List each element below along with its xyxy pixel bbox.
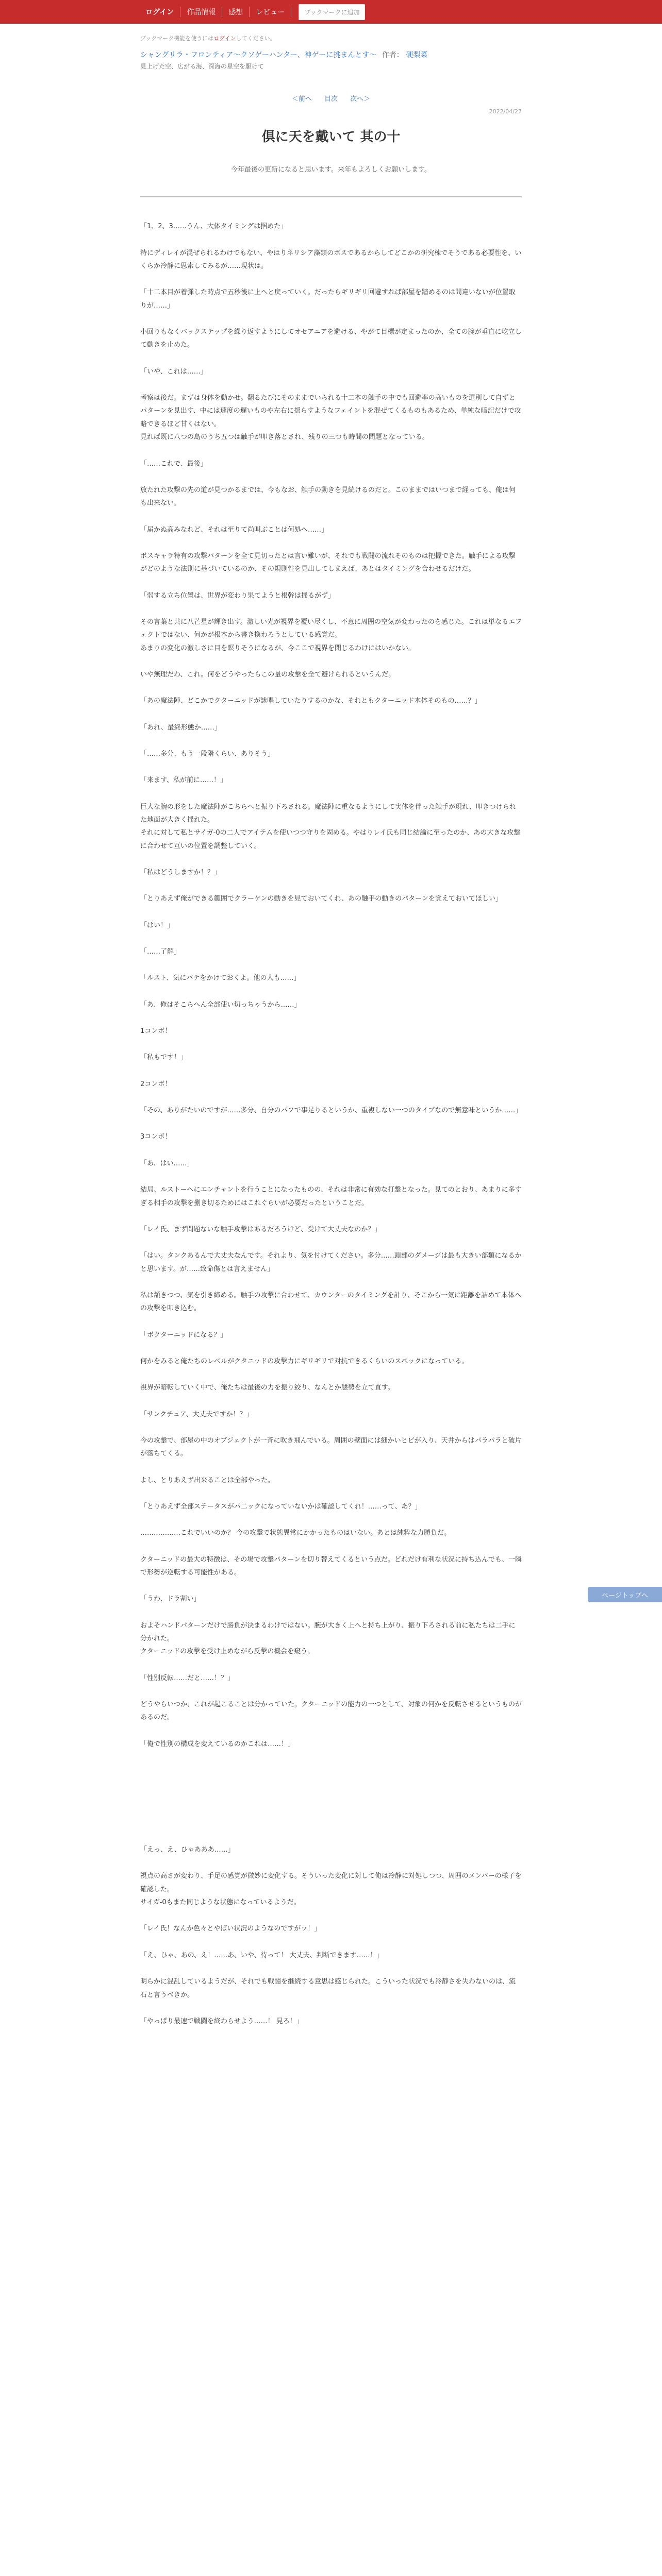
body-paragraph: 明らかに混乱しているようだが、それでも戦闘を継続する意思は感じられた。こういった状況でも冷静さを失わないのは、流石と言うべきか。 (140, 1978, 516, 1999)
author-label: 作者： (382, 51, 404, 59)
nav-login[interactable]: ログイン (139, 7, 180, 17)
body-paragraph: 「あ、はい……」 (140, 1159, 194, 1167)
body-paragraph: 「レイ氏、まず問題ないな触手攻撃はあるだろうけど、受けて大丈夫なのか？」 (140, 1225, 382, 1233)
body-paragraph: 「届かぬ高みなれど、それは至りて尚叫ぶことは何処へ……」 (140, 526, 328, 534)
body-paragraph: 「ルスト、気にバテをかけておくよ。他の人も……」 (140, 974, 301, 982)
publish-date: 2022/04/27 (489, 108, 522, 115)
series-subtitle: 見上げた空、広がる海、深海の星空を駆けて (140, 63, 264, 71)
body-paragraph: 「いや、これは……」 (140, 367, 207, 376)
body-paragraph: 「私はどうしますか！？」 (140, 869, 221, 877)
body-paragraph: 3コンボ！ (140, 1133, 172, 1141)
body-paragraph: 「来ます、私が前に……！」 (140, 776, 227, 785)
body-paragraph: 「うわ、ドラ割い」 (140, 1595, 201, 1603)
body-paragraph: 「俺で性別の構成を変えているのかこれは……！」 (140, 1740, 295, 1748)
body-paragraph: 特にディレイが混ぜられるわけでもない、やはりネリシア藻類のボスであるからしてどこかの研究棟でそうである必要性を、いくらか冷静に思索してみるが……現状は。 (140, 249, 522, 270)
next-chapter-link[interactable]: 次へ＞ (350, 95, 371, 104)
body-paragraph: 巨大な腕の形をした魔法陣がこちらへと振り下ろされる。魔法陣に重なるようにして実体を伴った触手が現れ、叩きつけられた地面が大きく揺れた。 それに対して私とサイガ-0の二人でアイテムを使いつつ守りを固める。やはりレイ氏も同じ結論に至ったのか、あの大きな攻撃に合わせて互いの位置を調整していく。 (140, 803, 521, 850)
bookmark-login-notice: ブックマーク機能を使うにはログインしてください。 (140, 35, 276, 42)
chapter-pager (140, 93, 522, 103)
nav-novel-info[interactable]: 作品情報 (180, 7, 222, 17)
body-paragraph: 考察は後だ。まずは身体を動かせ。翻るたびにそのままでいられる十二本の触手の中でも回避率の高いものを選別して自ずとパターンを見出す、中には速度の遅いものや左右に揺らすようなフェイントを混ぜてくるものもあるため、単純な暗記だけで攻略できるほど甘くはない。 見れば既に八つの島のうち五つは触手が叩き落とされ、残りの三つも時間の問題となっている。 (140, 394, 521, 442)
top-nav (139, 7, 291, 17)
body-paragraph: 今の攻撃で、部屋の中のオブジェクトが一斉に吹き飛んでいる。周囲の壁面には細かいヒビが入り、天井からはパラパラと破片が落ちてくる。 (140, 1436, 522, 1458)
body-paragraph: 「性別反転……だと……！？」 (140, 1674, 235, 1682)
novel-content-area (140, 34, 522, 2028)
body-paragraph: 「……了解」 (140, 948, 181, 956)
author-link[interactable]: 硬梨菜 (406, 51, 428, 59)
prev-chapter-link[interactable]: ＜前へ (291, 95, 312, 104)
body-paragraph: ………………これでいいのか？ 今の攻撃で状態異常にかかったものはいない。あとは純粋な力勝負だ。 (140, 1529, 451, 1537)
add-bookmark-button[interactable]: ブックマークに追加 (299, 4, 365, 20)
body-paragraph: 「はい。タンクあるんで大丈夫なんです。それより、気を付けてください。多分……頭部のダメージは最も大きい部類になるかと思います。が……致命傷とは言えません」 (140, 1252, 522, 1273)
body-paragraph: 小回りもなくバックステップを繰り返すようにしてオセアニアを避ける、やがて目標が定まったのか、全ての腕が垂直に屹立して動きを止めた。 (140, 328, 522, 349)
body-paragraph: クターニッドの最大の特徴は、その場で攻撃パターンを切り替えてくるという点だ。どれだけ有利な状況に持ち込んでも、一瞬で形勢が逆転する可能性がある。 (140, 1555, 522, 1577)
top-navigation-bar (0, 0, 662, 24)
body-paragraph: 放たれた攻撃の先の道が見つかるまでは、今もなお、触手の動きを見続けるのだと。このままではいつまで経っても、俺は何も出来ない。 (140, 486, 516, 507)
body-paragraph: 「十二本目が着弾した時点で五秒後に上へと戻っていく。だったらギリギリ回避すれば部屋を踏めるのは間違いないが位置取りが……」 (140, 289, 516, 310)
body-paragraph: 「弱する立ち位置は、世界が変わり果てようと根幹は揺るがず」 (140, 591, 335, 600)
body-paragraph: 「とりあえず全部ステータスがパ二ックになっていないかは確認してくれ！……って、あ？」 (140, 1502, 422, 1511)
body-paragraph: 2コンボ！ (140, 1080, 172, 1088)
page-top-button[interactable]: ページトップへ (588, 1587, 662, 1602)
body-paragraph: いや無理だわ、これ。何をどうやったらこの量の攻撃を全て避けられるというんだ。 (140, 670, 395, 679)
body-paragraph: 「その、ありがたいのですが……多分、自分のバフで事足りるというか、重複しない一つのタイプなので無意味というか……」 (140, 1107, 522, 1115)
body-paragraph: 「1、2、3……うん、大体タイミングは掴めた」 (140, 223, 288, 231)
body-paragraph: 視界が暗転していく中で、俺たちは最後の力を振り絞り、なんとか態勢を立て直す。 (140, 1384, 394, 1392)
body-paragraph: 「あ、俺はそこらへん全部使い切っちゃうから……」 (140, 1001, 301, 1009)
nav-review[interactable]: レビュー (250, 7, 291, 17)
body-paragraph: およそハンドパターンだけで勝負が決まるわけではない。腕が大きく上へと持ち上がり、振り下ろされる前に私たちは二手に分かれた。 クターニッドの攻撃を受け止めながら反撃の機会を窺う。 (140, 1621, 516, 1656)
body-paragraph: 「ボクターニッドになる？」 (140, 1331, 227, 1339)
body-paragraph: 1コンボ！ (140, 1027, 172, 1036)
chapter-title: 倶に天を戴いて 其の十 (261, 129, 401, 145)
chapter-preface: 今年最後の更新になると思います。来年もよろしくお願いします。 (231, 166, 431, 174)
body-paragraph: 「あれ、最終形態か……」 (140, 723, 221, 732)
body-paragraph: 「私もです！」 (140, 1054, 188, 1062)
body-paragraph: 「……多分、もう一段階くらい、ありそう」 (140, 750, 275, 758)
body-paragraph: 「……これで、最後」 (140, 460, 207, 468)
table-of-contents-link[interactable]: 目次 (324, 95, 338, 104)
body-paragraph: 「はい！」 (140, 921, 174, 929)
preface-divider (140, 196, 522, 197)
body-paragraph: 「レイ氏！なんか色々とやばい状況のようなのですがッ！」 (140, 1925, 321, 1933)
body-paragraph: 私は頷きつつ、気を引き締める。触手の攻撃に合わせて、カウンターのタイミングを計り、そこから一気に距離を詰めて本体への攻撃を叩き込む。 (140, 1291, 522, 1313)
body-paragraph: 「とりあえず俺ができる範囲でクラーケンの動きを見ておいてくれ、あの触手の動きのパターンを覚えておいてほしい」 (140, 895, 502, 903)
chapter-body (140, 220, 522, 2028)
body-paragraph: どうやらいつか、これが起こることは分かっていた。クターニッドの能力の一つとして、対象の何かを反転させるというものがあるのだ。 (140, 1701, 522, 1722)
body-paragraph: ボスキャラ特有の攻撃パターンを全て見切ったとは言い難いが、それでも戦闘の流れそのものは把握できた。触手による攻撃がどのような法則に基づいているのか、その規則性を見出してしまえば、あとはタイミングを合わせるだけだ。 (140, 552, 516, 573)
body-paragraph: その言葉と共に八芒星が輝き出す。激しい光が視界を覆い尽くし、不意に周囲の空気が変わったのを感じた。これは単なるエフェクトではない、何かが根本から書き換わろうとしている感覚だ。 あまりの変化の激しさに目を瞑りそうになるが、今ここで視界を閉じるわけにはいかない。 (140, 618, 522, 652)
body-paragraph: 「え、ひゃ、あの、え！……あ、いや、待って！ 大丈夫、判断できます……！」 (140, 1951, 384, 1959)
series-title-line (140, 49, 522, 61)
body-paragraph: 「あの魔法陣、どこかでクターニッドが詠唱していたりするのかな、それともクターニッド本体そのもの……？」 (140, 697, 482, 705)
body-paragraph: 「サンクチュア、大丈夫ですか！？」 (140, 1410, 253, 1418)
body-paragraph: 視点の高さが変わり、手足の感覚が微妙に変化する。そういった変化に対して俺は冷静に対処しつつ、周囲のメンバーの様子を確認した。 サイガ-0もまた同じような状態になっているようだ。 (140, 1872, 522, 1907)
nav-impressions[interactable]: 感想 (222, 7, 250, 17)
body-paragraph: よし、とりあえず出来ることは全部やった。 (140, 1476, 275, 1484)
body-paragraph: 「やっぱり最速で戦闘を終わらせよう……！ 見ろ！」 (140, 2017, 303, 2025)
login-link[interactable]: ログイン (213, 35, 236, 42)
body-paragraph: 「えっ、え、ひゃあああ……」 (140, 1846, 235, 1854)
body-paragraph: 何かをみると俺たちのレベルがクタニッドの攻撃力にギリギリで対抗できるくらいのスペックになっている。 (140, 1357, 469, 1365)
body-paragraph: 結局、ルストーへにエンチャントを行うことになったものの、それは非常に有効な打撃となった。見てのとおり、あまりに多すぎる相手の攻撃を捌き切るためにはこれぐらいが必要だったということだ。 (140, 1186, 522, 1207)
series-title-link[interactable]: シャングリラ・フロンティア〜クソゲーハンター、神ゲーに挑まんとす〜 (140, 51, 377, 59)
